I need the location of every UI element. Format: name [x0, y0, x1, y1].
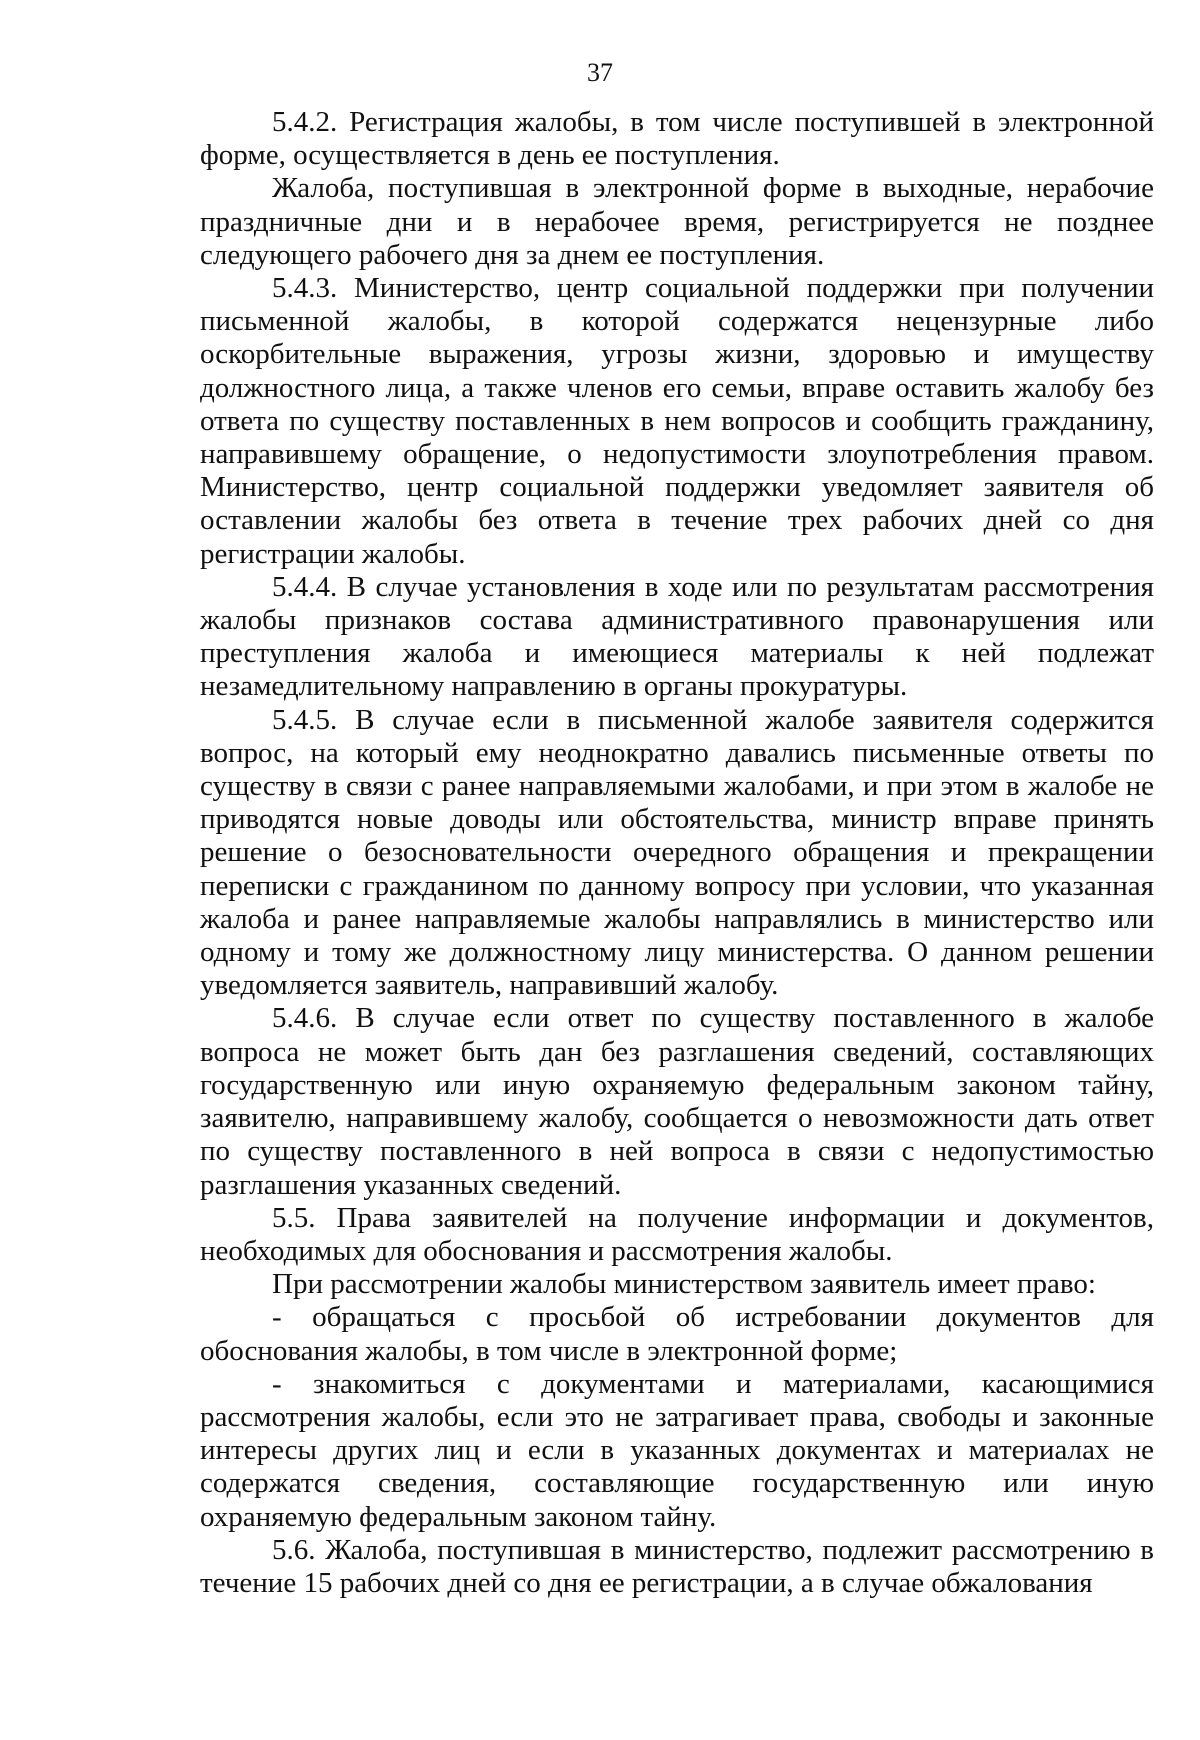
paragraph-5-4-6: 5.4.6. В случае если ответ по существу поставленного в жалобе вопроса не может быть дан без разглашения сведений, составляющих государственную или иную охраняемую федеральным законом тайну, заявителю, направившему жалобу, сообщается о невозможности дать ответ по существу поставленного в ней вопроса в связи с недопустимостью разглашения указанных сведений.: [200, 1002, 1154, 1201]
paragraph-5-4-5: 5.4.5. В случае если в письменной жалобе заявителя содержится вопрос, на который ему неоднократно давались письменные ответы по существу в связи с ранее направляемыми жалобами, и при этом в жалобе не приводятся новые доводы или обстоятельства, министр вправе принять решение о безосновательности очередного обращения и прекращении переписки с гражданином по данному вопросу при условии, что указанная жалоба и ранее направляемые жалобы направлялись в министерство или одному и тому же должностному лицу министерства. О данном решении уведомляется заявитель, направивший жалобу.: [200, 703, 1154, 1002]
paragraph-5-4-3: 5.4.3. Министерство, центр социальной поддержки при получении письменной жалобы, в которой содержатся нецензурные либо оскорбительные выражения, угрозы жизни, здоровью и имуществу должностного лица, а также членов его семьи, вправе оставить жалобу без ответа по существу поставленных в нем вопросов и сообщить гражданину, направившему обращение, о недопустимости злоупотребления правом. Министерство, центр социальной поддержки уведомляет заявителя об оставлении жалобы без ответа в течение трех рабочих дней со дня регистрации жалобы.: [200, 272, 1154, 570]
paragraph-5-5: 5.5. Права заявителей на получение информации и документов, необходимых для обоснования и рассмотрения жалобы.: [200, 1201, 1154, 1267]
paragraph-5-4-2: 5.4.2. Регистрация жалобы, в том числе поступившей в электронной форме, осуществляется в день ее поступления.: [200, 106, 1154, 172]
paragraph-applicant-rights: При рассмотрении жалобы министерством заявитель имеет право:: [272, 1268, 1096, 1301]
document-body: [200, 106, 1154, 1600]
paragraph-5-4-4: 5.4.4. В случае установления в ходе или по результатам рассмотрения жалобы признаков состава административного правонарушения или преступления жалоба и имеющиеся материалы к ней подлежат незамедлительному направлению в органы прокуратуры.: [200, 570, 1154, 703]
list-item-review-materials: - знакомиться с документами и материалами, касающимися рассмотрения жалобы, если это не затрагивает права, свободы и законные интересы других лиц и если в указанных документах и материалах не содержатся сведения, составляющие государственную или иную охраняемую федеральным законом тайну.: [200, 1367, 1154, 1533]
page-number: 37: [587, 58, 613, 87]
paragraph-weekend-registration: Жалоба, поступившая в электронной форме в выходные, нерабочие праздничные дни и в нерабочее время, регистрируется не позднее следующего рабочего дня за днем ее поступления.: [200, 172, 1154, 271]
list-item-request-documents: - обращаться с просьбой об истребовании документов для обоснования жалобы, в том числе в электронной форме;: [200, 1301, 1154, 1367]
paragraph-5-6: 5.6. Жалоба, поступившая в министерство, подлежит рассмотрению в течение 15 рабочих дней со дня ее регистрации, а в случае обжалования: [200, 1533, 1154, 1599]
